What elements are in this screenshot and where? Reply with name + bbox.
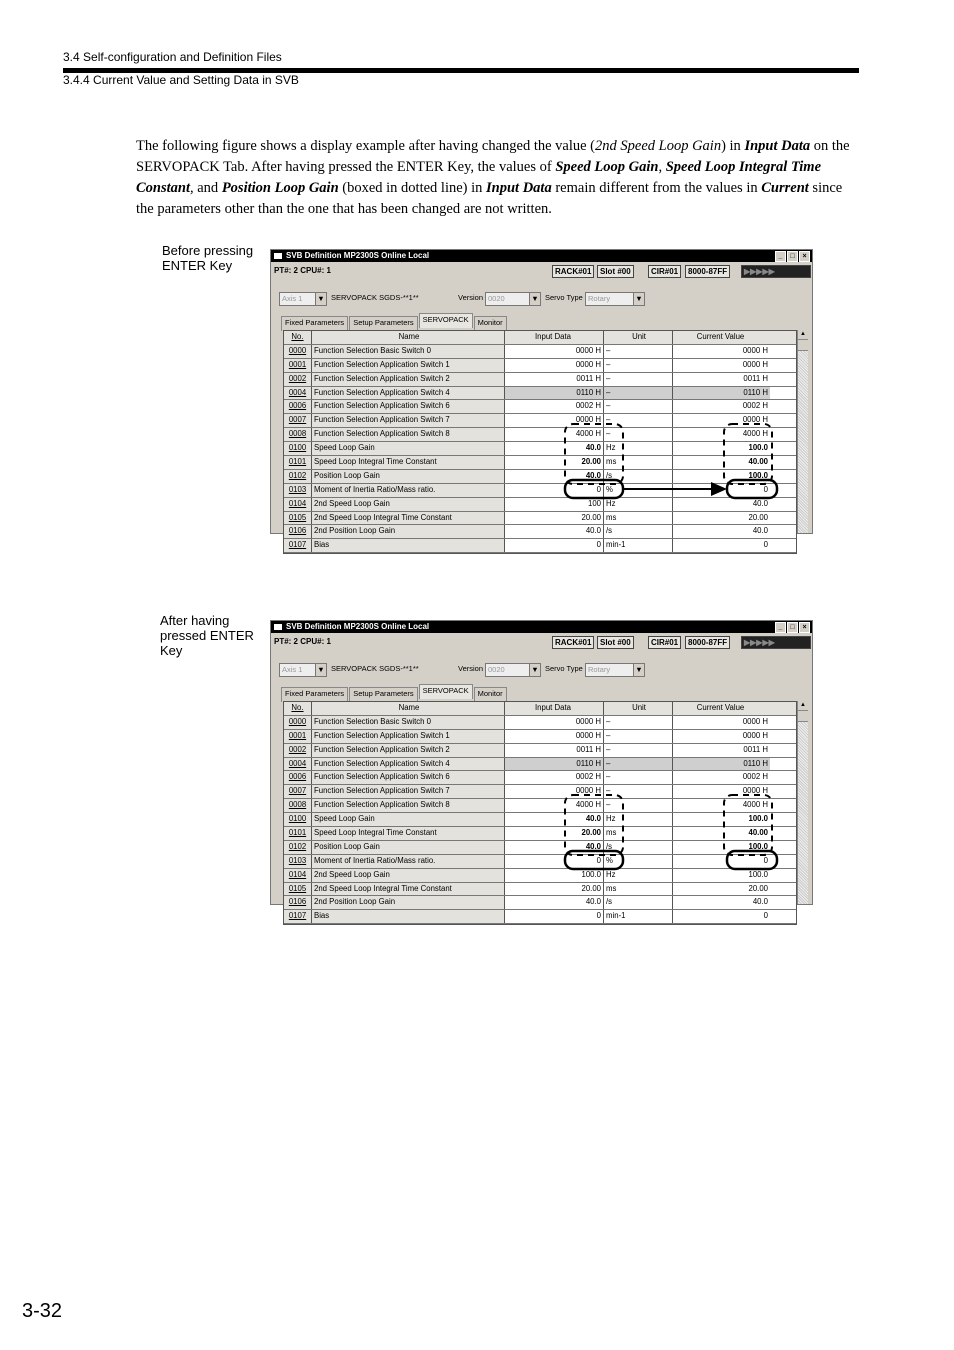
table-row[interactable] [284,470,796,484]
param-name: 2nd Position Loop Gain [312,896,505,909]
param-no: 0007 [284,414,312,427]
param-name: Function Selection Basic Switch 0 [312,716,505,729]
input-data-cell[interactable]: 0000 H [505,716,604,729]
current-value-cell: 20.00 [748,883,768,893]
param-name: 2nd Speed Loop Integral Time Constant [312,883,505,896]
input-data-cell[interactable]: 100.0 [505,869,604,882]
current-value-cell: 4000 H [742,800,768,810]
param-name: Speed Loop Integral Time Constant [312,456,505,469]
unit-cell: – [604,400,673,413]
table-row[interactable] [284,400,796,414]
input-data-cell[interactable]: 20.00 [505,883,604,896]
input-data-cell[interactable]: 0 [505,855,604,868]
current-value-cell: 0002 H [742,772,768,782]
param-no: 0100 [284,813,312,826]
param-name: 2nd Position Loop Gain [312,525,505,538]
tab-setup-parameters[interactable]: Setup Parameters [349,316,417,331]
table-row[interactable] [284,525,796,539]
input-data-cell[interactable]: 4000 H [505,428,604,441]
table-row[interactable] [284,799,796,813]
current-value-cell: 40.0 [752,526,768,536]
unit-cell: – [604,799,673,812]
unit-cell: ms [604,456,673,469]
param-name: Function Selection Application Switch 6 [312,400,505,413]
page-number: 3-32 [22,1300,63,1322]
unit-cell: – [604,716,673,729]
maximize-button[interactable]: □ [787,251,798,262]
table-row[interactable] [284,841,796,855]
param-name: 2nd Speed Loop Gain [312,498,505,511]
current-value-cell: 0002 H [742,401,768,411]
current-value-cell: 40.0 [752,897,768,907]
current-value-cell: 100.0 [748,841,768,851]
current-value-cell: 4000 H [742,429,768,439]
current-value-cell: 0000 H [742,716,768,726]
section-header: 3.4 Self-configuration and Definition Files [63,50,282,64]
slot-label: Slot #00 [597,636,634,649]
cir-label: CIR#01 [648,636,681,649]
info-bar [271,636,812,648]
current-value-cell: 0 [763,855,768,865]
window-icon [274,253,282,259]
param-name: 2nd Speed Loop Gain [312,869,505,882]
slot-label: Slot #00 [597,265,634,278]
param-name: Position Loop Gain [312,470,505,483]
current-value-cell: 40.00 [748,828,768,838]
unit-cell: Hz [604,442,673,455]
table-row[interactable] [284,539,796,553]
table-header: No. Name Input Data Unit Current Value [284,702,796,716]
param-name: Speed Loop Integral Time Constant [312,827,505,840]
table-row[interactable] [284,345,796,359]
version-select[interactable]: 0020 ▼ [485,292,541,306]
subsection-header: 3.4.4 Current Value and Setting Data in SVB [63,73,299,87]
scroll-up-icon[interactable]: ▲ [798,330,808,340]
unit-cell: min-1 [604,910,673,923]
unit-cell: /s [604,525,673,538]
table-row[interactable] [284,373,796,387]
table-row[interactable] [284,771,796,785]
param-name: Bias [312,539,505,552]
param-name: Function Selection Application Switch 2 [312,744,505,757]
pt-cpu-label: PT#: 2 CPU#: 1 [274,266,331,275]
nav-arrows-icon[interactable]: ▶▶▶▶▶ [741,636,811,649]
servopack-model: SERVOPACK SGDS-**1** [331,293,419,302]
param-name: Function Selection Application Switch 8 [312,799,505,812]
table-row[interactable] [284,428,796,442]
chevron-down-icon[interactable]: ▼ [633,664,644,676]
unit-cell: – [604,387,673,400]
unit-cell: – [604,414,673,427]
tab-servopack[interactable]: SERVOPACK [419,684,473,699]
unit-cell: Hz [604,813,673,826]
param-name: Function Selection Application Switch 4 [312,758,505,771]
current-value-cell: 100.0 [748,814,768,824]
unit-cell: – [604,359,673,372]
param-no: 0001 [284,359,312,372]
param-name: Function Selection Application Switch 7 [312,785,505,798]
current-value-cell: 0 [763,540,768,550]
chevron-down-icon[interactable]: ▼ [529,664,540,676]
table-row[interactable] [284,896,796,910]
input-data-cell[interactable]: 0 [505,910,604,923]
unit-cell: – [604,345,673,358]
current-value-cell: 0000 H [742,345,768,355]
tab-servopack[interactable]: SERVOPACK [419,313,473,328]
input-data-cell[interactable]: 0002 H [505,771,604,784]
param-no: 0007 [284,785,312,798]
current-value-cell: 40.00 [748,457,768,467]
input-data-cell[interactable]: 4000 H [505,799,604,812]
unit-cell: – [604,373,673,386]
current-value-cell: 100.0 [748,869,768,879]
table-row[interactable] [284,387,796,401]
current-value-cell: 0 [763,484,768,494]
param-name: Speed Loop Gain [312,813,505,826]
title-bar: SVB Definition MP2300S Online Local _ □ × [271,250,812,262]
input-data-cell[interactable]: 0011 H [505,373,604,386]
input-data-cell[interactable]: 0000 H [505,785,604,798]
param-no: 0008 [284,428,312,441]
param-no: 0100 [284,442,312,455]
current-value-cell: 0011 H [743,373,768,383]
input-data-cell[interactable]: 100 [505,498,604,511]
unit-cell: /s [604,896,673,909]
input-data-cell[interactable]: 0110 H [505,758,604,771]
current-value-cell: 100.0 [748,443,768,453]
param-no: 0104 [284,869,312,882]
input-data-cell[interactable]: 20.00 [505,512,604,525]
input-data-cell[interactable]: 0000 H [505,730,604,743]
param-no: 0004 [284,387,312,400]
body-paragraph: The following figure shows a display example after having changed the value (2nd Speed Loop Gain) in Input Data on the SERVOPACK Tab. After having pressed the ENTER Key, the values of Speed Loop Gain, Speed Loop Integral Time Constant, and Position Loop Gain (boxed in dotted line) in Input Data remain different from the values in Current since the parameters other than the one that has been changed are not written. [136,138,850,217]
tab-fixed-parameters[interactable]: Fixed Parameters [281,316,348,331]
param-no: 0101 [284,827,312,840]
tab-setup-parameters[interactable]: Setup Parameters [349,687,417,702]
param-no: 0000 [284,345,312,358]
info-bar [271,265,812,277]
tab-monitor[interactable]: Monitor [474,316,507,331]
servo-type-label: Servo Type [545,293,583,302]
param-name: Function Selection Application Switch 8 [312,428,505,441]
param-name: Bias [312,910,505,923]
param-name: Moment of Inertia Ratio/Mass ratio. [312,484,505,497]
param-name: Speed Loop Gain [312,442,505,455]
scroll-up-icon[interactable]: ▲ [798,701,808,711]
param-no: 0006 [284,771,312,784]
param-name: Function Selection Basic Switch 0 [312,345,505,358]
current-value-cell: 0011 H [743,744,768,754]
unit-cell: /s [604,470,673,483]
parameter-table [283,701,797,925]
param-no: 0004 [284,758,312,771]
param-no: 0105 [284,512,312,525]
version-label: Version [458,293,484,302]
chevron-down-icon[interactable]: ▼ [315,293,326,305]
title-bar: SVB Definition MP2300S Online Local _ □ × [271,621,812,633]
param-no: 0105 [284,883,312,896]
unit-cell: Hz [604,869,673,882]
input-data-cell[interactable]: 20.00 [505,456,604,469]
table-row[interactable] [284,785,796,799]
parameter-table [283,330,797,554]
input-data-cell[interactable]: 20.00 [505,827,604,840]
unit-cell: min-1 [604,539,673,552]
table-header: No. Name Input Data Unit Current Value [284,331,796,345]
axis-select[interactable]: Axis 1 ▼ [279,663,327,677]
close-button[interactable]: × [799,251,810,262]
input-data-cell[interactable]: 0000 H [505,414,604,427]
window-icon [274,624,282,630]
svb-window-before [270,249,813,550]
table-row[interactable] [284,442,796,456]
servo-type-select[interactable]: Rotary ▼ [585,292,645,306]
rack-label: RACK#01 [552,636,594,649]
table-row[interactable] [284,869,796,883]
param-no: 0008 [284,799,312,812]
param-name: Function Selection Application Switch 6 [312,771,505,784]
table-row[interactable] [284,730,796,744]
input-data-cell[interactable]: 0011 H [505,744,604,757]
tab-fixed-parameters[interactable]: Fixed Parameters [281,687,348,702]
current-value-cell: 40.0 [752,498,768,508]
param-name: Function Selection Application Switch 2 [312,373,505,386]
minimize-button[interactable]: _ [775,251,786,262]
param-no: 0001 [284,730,312,743]
unit-cell: – [604,771,673,784]
param-no: 0006 [284,400,312,413]
input-data-cell[interactable]: 40.0 [505,813,604,826]
version-label: Version [458,664,484,673]
scroll-thumb[interactable] [798,340,808,351]
servo-type-select[interactable]: Rotary ▼ [585,663,645,677]
servopack-model: SERVOPACK SGDS-**1** [331,664,419,673]
unit-cell: /s [604,841,673,854]
minimize-button[interactable]: _ [775,622,786,633]
param-no: 0101 [284,456,312,469]
close-button[interactable]: × [799,622,810,633]
unit-cell: % [604,484,673,497]
table-row[interactable] [284,456,796,470]
range-label: 8000-87FF [685,265,730,278]
table-row[interactable] [284,414,796,428]
param-no: 0107 [284,910,312,923]
tab-strip [281,316,508,331]
param-name: Function Selection Application Switch 4 [312,387,505,400]
input-data-cell[interactable]: 0110 H [505,387,604,400]
axis-select[interactable]: Axis 1 ▼ [279,292,327,306]
param-no: 0102 [284,470,312,483]
current-value-cell: 0000 H [742,415,768,425]
param-no: 0102 [284,841,312,854]
param-no: 0106 [284,525,312,538]
current-value-cell: 0110 H [673,758,770,771]
input-data-cell[interactable]: 0 [505,484,604,497]
chevron-down-icon[interactable]: ▼ [315,664,326,676]
input-data-cell[interactable]: 40.0 [505,525,604,538]
param-no: 0106 [284,896,312,909]
unit-cell: ms [604,883,673,896]
vertical-scrollbar[interactable] [797,330,808,533]
pt-cpu-label: PT#: 2 CPU#: 1 [274,637,331,646]
input-data-cell[interactable]: 0 [505,539,604,552]
table-row[interactable] [284,498,796,512]
label-after: After having pressed ENTER Key [160,613,254,658]
param-name: Moment of Inertia Ratio/Mass ratio. [312,855,505,868]
table-row[interactable] [284,855,796,869]
param-name: Function Selection Application Switch 1 [312,359,505,372]
chevron-down-icon[interactable]: ▼ [633,293,644,305]
current-value-cell: 100.0 [748,470,768,480]
label-before: Before pressing ENTER Key [162,243,254,273]
param-name: 2nd Speed Loop Integral Time Constant [312,512,505,525]
input-data-cell[interactable]: 40.0 [505,841,604,854]
cir-label: CIR#01 [648,265,681,278]
param-no: 0107 [284,539,312,552]
current-value-cell: 0 [763,911,768,921]
table-row[interactable] [284,359,796,373]
table-row[interactable] [284,744,796,758]
table-row[interactable] [284,758,796,772]
nav-arrows-icon[interactable]: ▶▶▶▶▶ [741,265,811,278]
input-data-cell[interactable]: 0002 H [505,400,604,413]
param-name: Function Selection Application Switch 1 [312,730,505,743]
current-value-cell: 0110 H [673,387,770,400]
input-data-cell[interactable]: 0000 H [505,345,604,358]
current-value-cell: 0000 H [742,359,768,369]
tab-monitor[interactable]: Monitor [474,687,507,702]
param-name: Position Loop Gain [312,841,505,854]
table-row[interactable] [284,512,796,526]
vertical-scrollbar[interactable] [797,701,808,904]
unit-cell: – [604,730,673,743]
svb-window-after [270,620,813,921]
unit-cell: ms [604,512,673,525]
param-no: 0002 [284,373,312,386]
param-name: Function Selection Application Switch 7 [312,414,505,427]
param-no: 0103 [284,484,312,497]
unit-cell: – [604,758,673,771]
current-value-cell: 0000 H [742,730,768,740]
scroll-thumb[interactable] [798,711,808,722]
param-no: 0000 [284,716,312,729]
param-no: 0103 [284,855,312,868]
input-data-cell[interactable]: 40.0 [505,896,604,909]
unit-cell: Hz [604,498,673,511]
chevron-down-icon[interactable]: ▼ [529,293,540,305]
unit-cell: – [604,428,673,441]
table-row[interactable] [284,484,796,498]
rack-label: RACK#01 [552,265,594,278]
current-value-cell: 20.00 [748,512,768,522]
servo-type-label: Servo Type [545,664,583,673]
table-row[interactable] [284,910,796,924]
table-row[interactable] [284,827,796,841]
unit-cell: – [604,744,673,757]
unit-cell: % [604,855,673,868]
table-row[interactable] [284,716,796,730]
input-data-cell[interactable]: 40.0 [505,442,604,455]
unit-cell: ms [604,827,673,840]
unit-cell: – [604,785,673,798]
tab-strip [281,687,508,702]
current-value-cell: 0000 H [742,786,768,796]
input-data-cell[interactable]: 40.0 [505,470,604,483]
table-row[interactable] [284,813,796,827]
param-no: 0104 [284,498,312,511]
version-select[interactable]: 0020 ▼ [485,663,541,677]
table-row[interactable] [284,883,796,897]
range-label: 8000-87FF [685,636,730,649]
input-data-cell[interactable]: 0000 H [505,359,604,372]
param-no: 0002 [284,744,312,757]
maximize-button[interactable]: □ [787,622,798,633]
